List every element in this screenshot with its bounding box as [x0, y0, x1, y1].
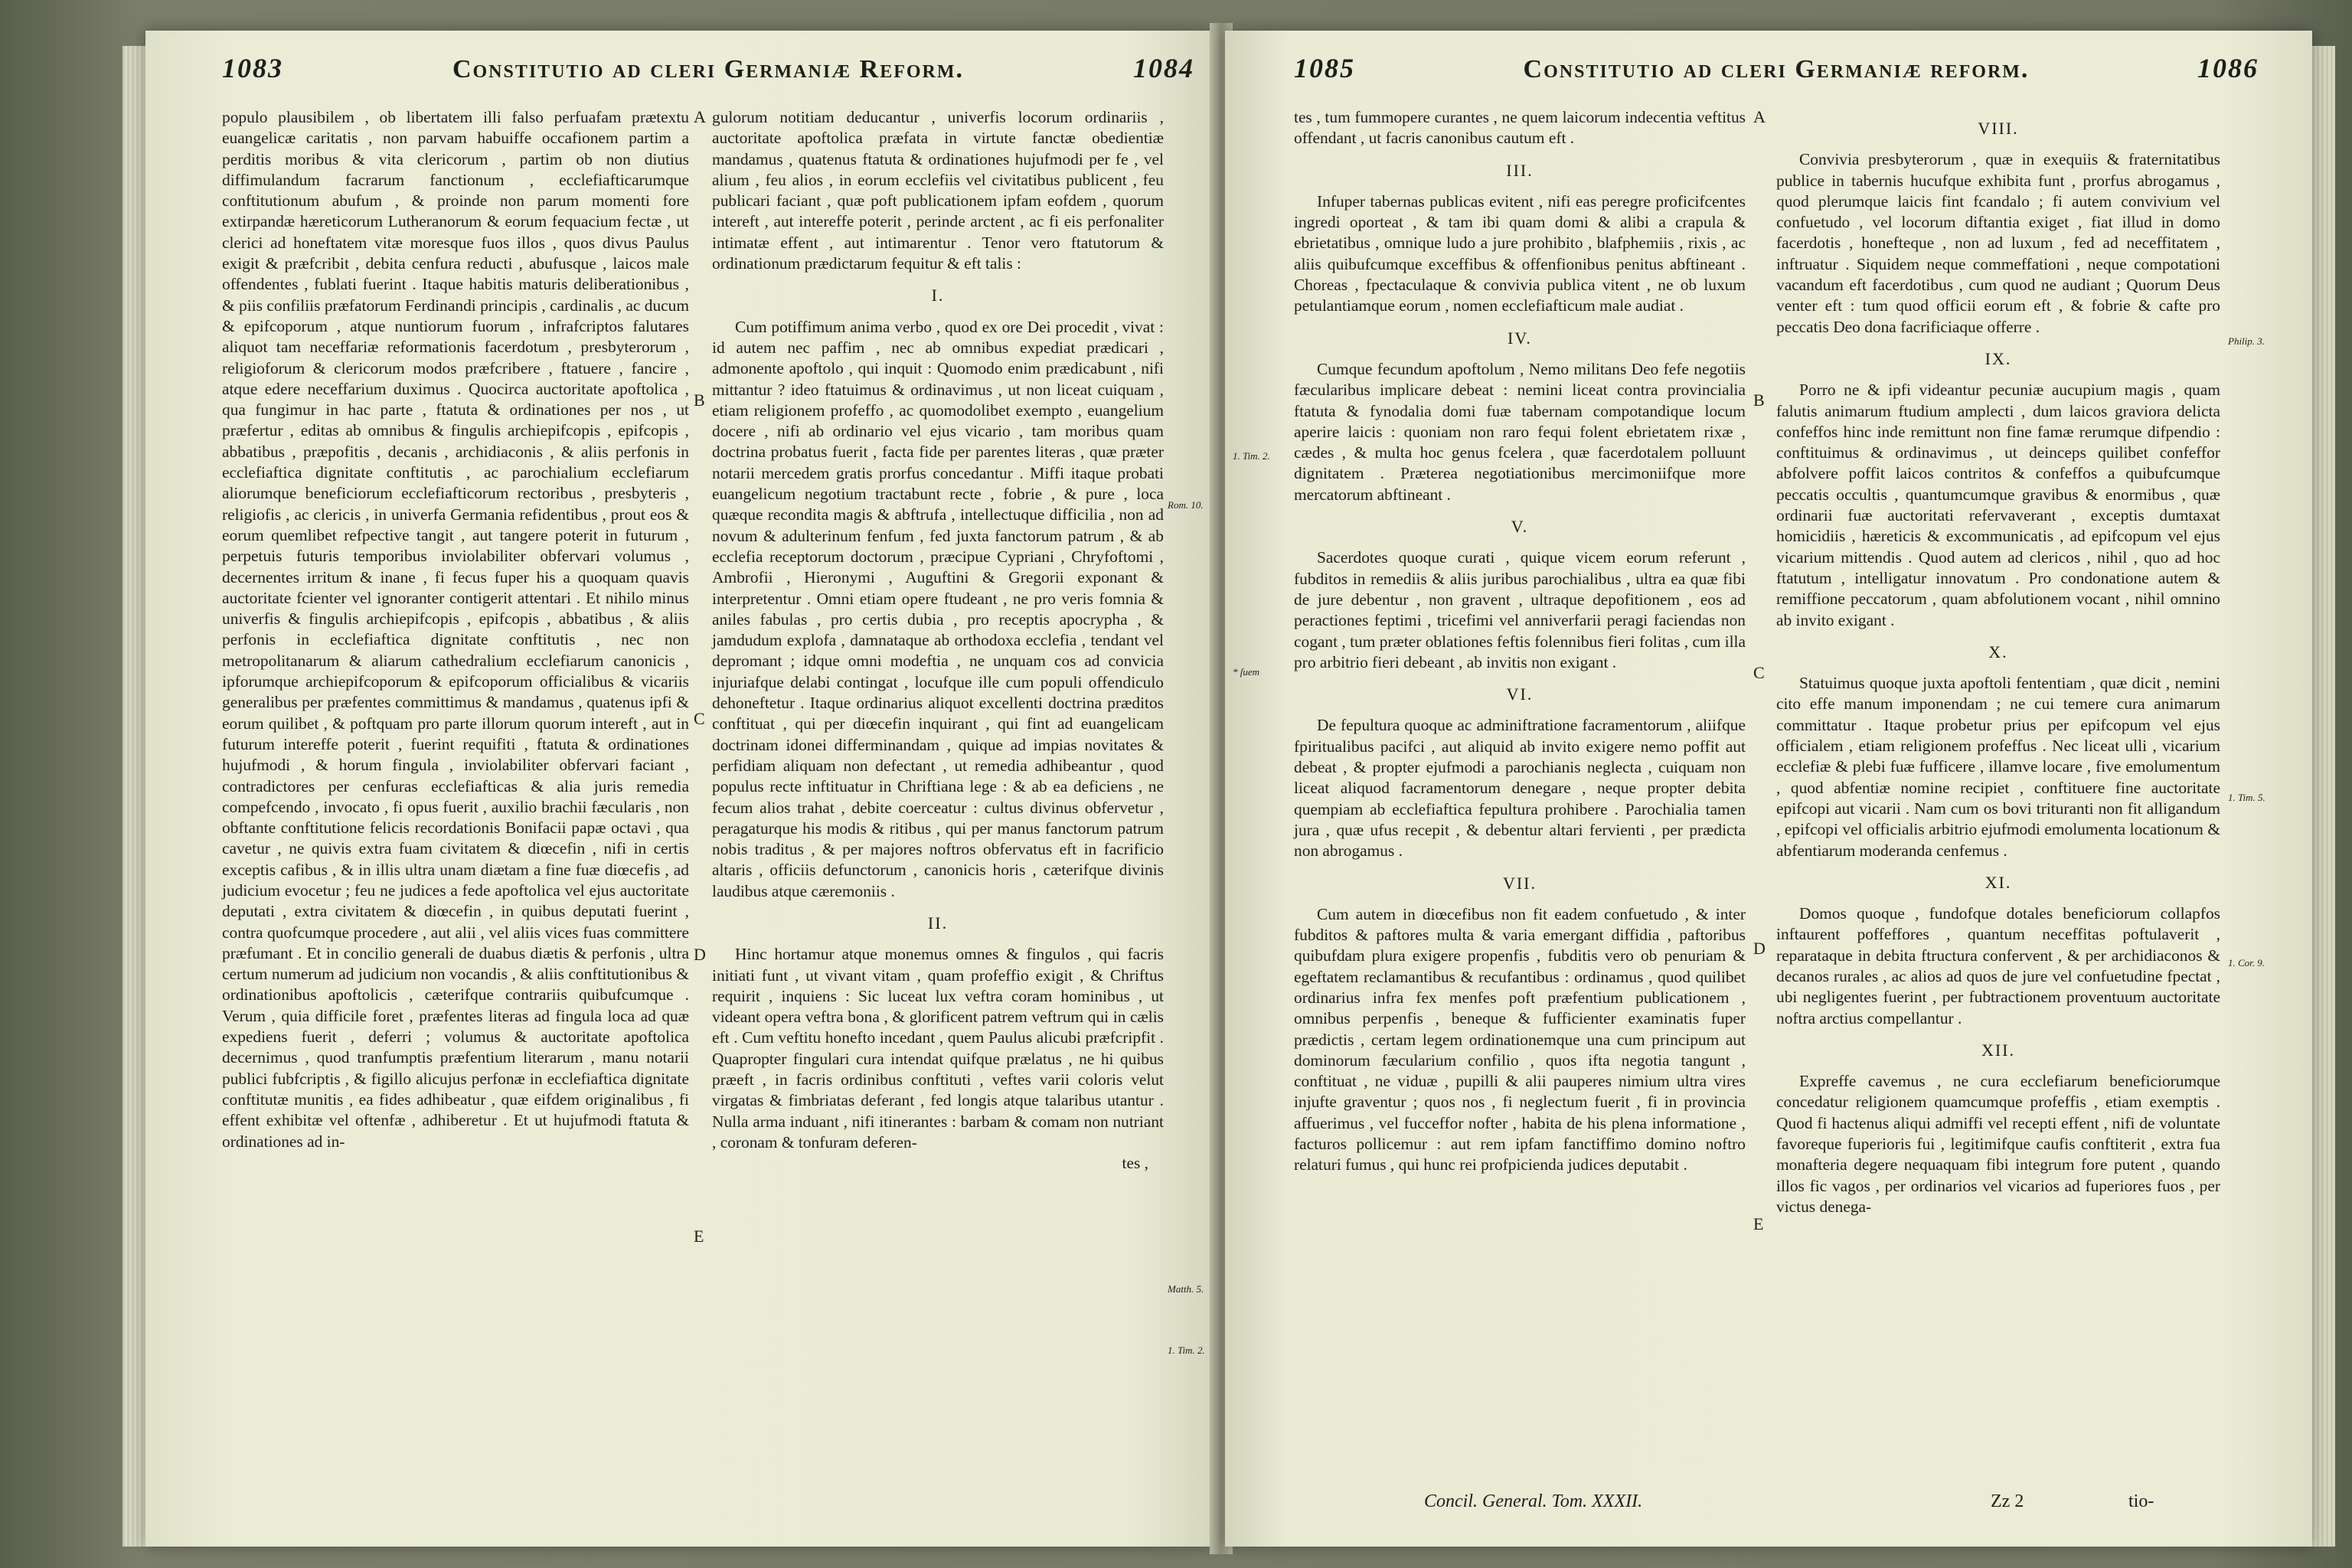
- section-marker: A: [1753, 107, 1766, 126]
- section-marker: E: [694, 1227, 704, 1246]
- section-heading: IV.: [1508, 328, 1532, 348]
- body-text: Infuper tabernas publicas evitent , nifi eas peregre proficifcentes ingredi oporteat , & tam ibi quam domi & alibi a crapula & ebrietatibus , omnique ludo a jure prohibito , blafphemiis , rixis , ac aliis quibufcumque exceffibus & offenfionibus penitus abftineant . Choreas , fpectaculaque & convivia publica vitent , ne ob luxum petulantiamque eorum , nomen ecclefiafticum male audiat .: [1294, 191, 1746, 315]
- right-page-header: [1294, 52, 2259, 98]
- page-number: 1086: [2197, 53, 2259, 83]
- page-edges-left: [122, 46, 147, 1547]
- right-page: [1225, 31, 2312, 1547]
- section-marker: C: [694, 709, 705, 728]
- body-text: Domos quoque , fundofque dotales beneficiorum collapfos inftaurent poffeffores , quantum neceffitas poftulaverit , reparataque in debita ftructura confervent , & per archidiaconos & decanos rurales , ac alios ad quos de jure vel confuetudine fpectat , ubi negligentes fuerint , per fubtractionem proventuum auctoritate noftra arctius compellantur .: [1776, 904, 2220, 1027]
- margin-note: 1. Tim. 5.: [2228, 792, 2265, 803]
- running-title: Constitutio ad cleri Germaniæ Reform.: [452, 55, 965, 83]
- body-text: De fepultura quoque ac adminiftratione facramentorum , aliifque fpiritualibus pacifci , aut aliquid ab invito exigere nemo poffit aut debeat , & propter ejufmodi a parochianis neglecta , cuiquam non liceat aliquod facramentorum denegare , neque propter debita quempiam ab ecclefiaftica fepultura prohibere . Parochialia tamen jura , quæ ufus recepit , & debentur altari fervienti , per prædicta non abrogamus .: [1294, 716, 1746, 861]
- section-marker: D: [1753, 939, 1766, 958]
- signature-mark: Zz 2: [1991, 1491, 2024, 1511]
- body-text: Cum autem in diœcefibus non fit eadem confuetudo , & inter fubditos & paftores multa & varia emergant diffidia , paftoribus quibufdam plura exigere propenfis , fubditis vero ob penuriam & egeftatem reclamantibus & recufantibus : ordinamus , quod quilibet ordinarius infra fex menfes poft præfentium publicationem , omnibus perpenfis , beneque & fufficienter examinatis fuper prædictis , certam legem ordinationemque una cum principum aut dominorum fæcularium confilio , quos ifta negotia tangunt , conftituat , ne viduæ , pupilli & alii pauperes nimium ultra vires injufte graventur ; quos nos , fi neglectum fuerit , fi in provincia affuerimus , vel fucceffor nofter , habita de his plena informatione , facturos pollicemur : aut rem ipfam fanctiffimo domino noftro relaturi fumus , qui hunc rei profpicienda judices deputabit .: [1294, 904, 1746, 1174]
- page-number: 1083: [222, 53, 283, 83]
- body-text: Porro ne & ipfi videantur pecuniæ aucupium magis , quam falutis animarum ftudium amplecti , dum laicos graviora delicta confeffos hinc inde remittunt non fine famæ rerumque difpendio : conftituimus & ordinavimus , ut deinceps quilibet confeffor abfolvere poffit laicos contritos & confeffos a quibufcumque peccatis occultis , quantumcumque gravibus & enormibus , quæ ordinarii fuæ auctoritati refervaverant , exceptis dumtaxat homicidiis , hæreticis & excommunicatis , ad epifcopum vel ejus vicarium mittendis . Quod autem ad clericos , nihil , quo ad hoc ftatutum , intelligatur innovatum . Pro condonatione autem & remiffione peccatorum , quam abfolutionem vocant , nihil omnino ab invito exigant .: [1776, 381, 2220, 629]
- catchword: tes ,: [1122, 1154, 1148, 1173]
- section-heading: XI.: [1984, 872, 2012, 892]
- body-text: Cumque fecundum apoftolum , Nemo militans Deo fefe negotiis fæcularibus implicare debeat : nemini liceat contra provincialia ftatuta & fynodalia domi fuæ tabernam compotandique locum aperire laicis : quoniam non raro fequi folent ebrietatem rixæ , cædes , & multa hoc genus fcelera , quæ facerdotalem polluunt dignitatem . Præterea negotiationibus mercimoniifque more mercatorum abftineant .: [1294, 359, 1746, 504]
- section-marker: D: [694, 945, 706, 964]
- section-heading: VII.: [1502, 873, 1537, 893]
- section-heading: III.: [1506, 160, 1534, 180]
- body-text: populo plausibilem , ob libertatem illi falso perfuafam prætextu euangelicæ caritatis , non parvam habuiffe occafionem partim a perditis moribus & vita clericorum , partim ob non diutius diffimulandum facrarum fanctionum , ecclefiafticarumque conftitutionum abufum , & proinde non parum momenti fore extirpandæ hæreticorum Lutheranorum & eorum fequacium fectæ , ut clerici ad honeftatem vitæ moresque fuos illos , quos divus Paulus exigit & præfcribit , debita cenfura reducti , abufusque , laicos male offendentes , fublati fuerint . Itaque habitis maturis deliberationibus , & piis confiliis præfatorum Ferdinandi principis , cardinalis , ac ducum & epifcoporum , atque nuntiorum fuorum , infrafcriptos falutares aliquot tam neceffariæ reformationis facerdotum , presbyterorum , religioforum & clericorum modos præfcribere , ftatuere , fancire , atque edere neceffarium duximus . Quocirca auctoritate apoftolica , qua fungimur in hac parte , ftatuta & ordinationes per nos , ut præfertur , editas ab omnibus & fingulis archiepifcopis , epifcopis , abbatibus , præpofitis , decanis , archidiaconis , & aliis perfonis in ecclefiaftica dignitate conftitutis , ac parochialium ecclefiarum aliorumque beneficiorum ecclefiafticorum rectoribus , presbyteris , religiofis , ac clericis , in univerfa Germania refidentibus , prout eos & eorum quemlibet refpective tangit , aut tangere poterit in futurum , perpetuis futuris temporibus inviolabiliter obfervari volumus , decernentes irritum & inane , fi fecus fuper his a quoquam quavis auctoritate fcienter vel ignoranter contigerit attentari . Et nihilo minus univerfis & fingulis archiepifcopis , epifcopis , abbatibus , & aliis perfonis in ecclefiaftica dignitate conftitutis , nec non metropolitanarum & aliarum cathedralium ecclefiarum canonicis , ipforumque archiepifcoporum & epifcoporum officialibus & vicariis generalibus per præfentes committimus & mandamus , quatenus ipfi & eorum quilibet , & poftquam pro parte illorum quorum intereft , aut in futurum intereffe poterit , fuerint requifiti , ftatuta & ordinationes hujufmodi , & horum fingula , inviolabiliter obfervari faciant , contradictores per cenfuras ecclefiafticas & alia juris remedia compefcendo , invocato , fi opus fuerit , auxilio brachii fæcularis , non obftante conftitutione felicis recordationis Bonifacii papæ octavi , qua cavetur , ne quivis extra fuam civitatem & diœcefin , nifi in certis exceptis cafibus , & in illis ultra unam diætam a fine fuæ diœcefis , ad judicium evocetur ; feu ne judices a fede apoftolica vel ejus auctoritate deputati , extra civitatem & diœcefin , in quibus deputati fuerint , contra quofcumque procedere , aut alii , vel aliis vices fuas committere præfumant . Et in concilio generali de duabus diætis & perfonis , ultra certum numerum ad judicium non vocandis , & aliis conftitutionibus & ordinationibus apoftolicis , cæterifque contrariis quibufcumque . Verum , quia difficile foret , præfentes literas ad fingula loca ad quæ expediens fuerit , deferri ; volumus & auctoritate apoftolica decernimus , quod tranfumptis præfentium literarum , manu notarii publici fubfcriptis , & figillo alicujus perfonæ in ecclefiaftica dignitate conftitutæ munitis , ea fides adhibeatur , quæ eifdem originalibus , fi effent exhibitæ vel oftenfæ , adhiberetur . Et ut hujufmodi ftatuta & ordinationes ad in-: [222, 108, 689, 1151]
- section-heading: XII.: [1981, 1040, 2016, 1060]
- body-text: tes , tum fummopere curantes , ne quem laicorum indecentia veftitus offendant , ut facris canonibus cautum eft .: [1294, 108, 1746, 148]
- right-column-2: [1776, 107, 2220, 1217]
- body-text: Hinc hortamur atque monemus omnes & fingulos , qui facris initiati funt , ut vivant vitam , quam profeffio exigit , & Chriftus requirit , inquiens : Sic luceat lux veftra coram hominibus , ut videant opera veftra bona , & glorificent patrem veftrum qui in cælis eft . Cum veftitu honefto incedant , quem Paulus alicubi præfcripfit . Quapropter fingulari cura intendat quifque prælatus , ne hi quibus præeft , in facris ordinibus conftituti , veftes varii coloris velut virgatas & fimbriatas deferant , fed longis atque talaribus utantur . Nulla arma induant , nifi itinerantes : barbam & comam non nutriant , coronam & tonfuram deferen-: [712, 945, 1164, 1152]
- section-marker: E: [1753, 1214, 1764, 1233]
- right-column-1: [1294, 107, 1746, 1176]
- margin-note: Philip. 3.: [2228, 335, 2265, 347]
- body-text: Expreffe cavemus , ne cura ecclefiarum beneficiorumque concedatur religionem quamcumque profeffis , etiam exemptis . Quod fi hactenus aliqui admiffi vel recepti effent , nifi de voluntate favoreque fuperioris fui , legitimifque caufis conftiterit , extra fua monafteria degere nequaquam fibi integrum fore putent , quando illos fic vagos , per ordinarios vel vicarios ad fuperiores fuos , per victus denega-: [1776, 1072, 2220, 1216]
- page-edges-right: [2312, 46, 2335, 1547]
- margin-note: 1. Cor. 9.: [2228, 957, 2265, 969]
- margin-note: 1. Tim. 2.: [1233, 450, 1270, 462]
- section-heading: IX.: [1984, 348, 2012, 368]
- page-number: 1084: [1133, 53, 1194, 83]
- section-heading: II.: [927, 913, 949, 933]
- body-text: Cum potiffimum anima verbo , quod ex ore Dei procedit , vivat : id autem nec paffim , nec ab omnibus expediat prædicari , admonente apoftolo , qui inquit : Quomodo enim prædicabunt , nifi mittantur ? ideo ftatuimus & ordinavimus , ut non liceat cuiquam , etiam religionem profeffo , ac quomodolibet exempto , euangelium docere , nifi ab ordinario vel ejus vicario , tam moribus quam doctrina probatus fuerit , facta fide per parentes literas , quæ præter notarii mercedem gratis prorfus concedantur . Miffi itaque probati euangelicum negotium tractabunt recte , fobrie , & pure , loca quæque recondita magis & abftrufa , intellectuque difficilia , non ad novum & adulterinum fenfum , fed juxta fanctorum patrum , & ab ecclefia receptorum doctorum , præcipue Cypriani , Chryfoftomi , Ambrofii , Hieronymi , Auguftini & Gregorii exponant & interpretentur . Omni etiam opere ftudeant , ne pro veris fomnia & aniles fabulas , pro certis dubia , pro receptis apocrypha , & jamdudum explofa , damnataque ab orthodoxa ecclefia , tendant vel depromant ; idque omni modeftia , ne unquam cos ad convicia injuriafque delabi contingat , locufque ille cum populi offendiculo dehoneftetur . Itaque ordinarius aliquot excellenti doctrina præditos conftituat , qui per diœcefin inquirant , qui fint ad euangelicam doctrinam idonei differminandam , quique ad impias novitates & perfidiam aliquam non defectant , ut remedia adhibeantur , quod populus recte inftituatur in Chriftiana lege : & ab ea deficiens , ne fecum alios trahat , debite coerceatur : cultus divinus obfervetur , peragaturque his modis & ritibus , qui per manus fanctorum patrum nobis traditus , & per majores noftros obfervatus eft in facrificio altaris , officiis defunctorum , canonicis horis , cæterifque divinis laudibus atque cæremoniis .: [712, 317, 1164, 900]
- left-page: [145, 31, 1214, 1547]
- section-marker: B: [694, 390, 705, 410]
- left-column-2: [712, 107, 1164, 1174]
- margin-note: 1. Tim. 2.: [1168, 1344, 1205, 1356]
- running-title: Constitutio ad cleri Germaniæ reform.: [1523, 55, 2030, 83]
- body-text: Sacerdotes quoque curati , quique vicem eorum referunt , fubditos in remediis & aliis juribus parochialibus , ultra ea quæ fibi de jure debentur , non gravent , ultraque depofitionem , eos ad peractiones feptimi , tricefimi vel anniverfarii peragi faciendas non cogant , tum præter oblationes feftis folennibus fieri folitas , cum illa pro arbitrio fieri debeant , ab invitis non exigant .: [1294, 548, 1746, 671]
- body-text: Statuimus quoque juxta apoftoli fententiam , quæ dicit , nemini cito effe manum imponendam ; ne cui temere cura animarum committatur . Itaque probetur prius per epifcopum vel ejus officialem , etiam religionem profeffus . Nec liceat ulli , vicarium ecclefiæ & plebi fuæ fufficere , illamve locare , five emolumentum , quod abfentiæ nomine recipiet , conftituere fine auctoritate epifcopi aut vicarii . Nam cum os bovi trituranti non fit alligandum , epifcopi vel officialis arbitrio ejufmodi emolumenta locationum & abfentiarum moderanda cenfemus .: [1776, 674, 2220, 860]
- left-page-header: [222, 52, 1194, 98]
- page-number: 1085: [1294, 53, 1355, 83]
- volume-signature: Concil. General. Tom. XXXII.: [1424, 1491, 1643, 1511]
- section-heading: X.: [1988, 642, 2008, 662]
- section-heading: V.: [1511, 517, 1529, 537]
- margin-note: Matth. 5.: [1168, 1283, 1204, 1295]
- section-heading: VIII.: [1978, 119, 2019, 138]
- body-text: gulorum notitiam deducantur , univerfis locorum ordinariis , auctoritate apoftolica præfata in virtute fanctæ obedientiæ mandamus , quatenus ftatuta & ordinationes hujufmodi per fe , vel alium , feu alios , in eorum ecclefiis vel civitatibus publicent , feu publicari faciant , quæ poft publicationem ipfam eofdem , quorum intereft , aut intereffe poterit , perinde arctent , ac fi eis perfonaliter intimatæ effent , aut intimarentur . Tenor vero ftatutorum & ordinationum prædictarum fequitur & eft talis :: [712, 108, 1164, 273]
- section-marker: C: [1753, 663, 1765, 682]
- margin-note: Rom. 10.: [1168, 499, 1204, 511]
- section-marker: A: [694, 107, 706, 126]
- left-column-1: [222, 107, 689, 1152]
- section-heading: VI.: [1506, 684, 1534, 704]
- section-marker: B: [1753, 390, 1765, 410]
- margin-note: * ſuem: [1233, 666, 1260, 678]
- catchword: tio-: [2128, 1491, 2154, 1511]
- body-text: Convivia presbyterorum , quæ in exequiis & fraternitatibus publice in tabernis hucufque exhibita funt , prorfus abrogamus , quod plerumque laicis fint fcandalo ; fi autem convivium vel confuetudo , vel locorum diftantia exiget , fiat illud in domo facerdotis , honefteque , non ad luxum , fed ad neceffitatem , inftruatur . Siquidem neque commeffationi , neque compotationi vacandum eft facerdotibus , cum quod ne audiant ; Quorum Deus venter eft : tum quod officii eorum eft , & fobrie & cafte pro peccatis Deo dona facrificiaque offerre .: [1776, 150, 2220, 336]
- section-heading: I.: [931, 286, 945, 305]
